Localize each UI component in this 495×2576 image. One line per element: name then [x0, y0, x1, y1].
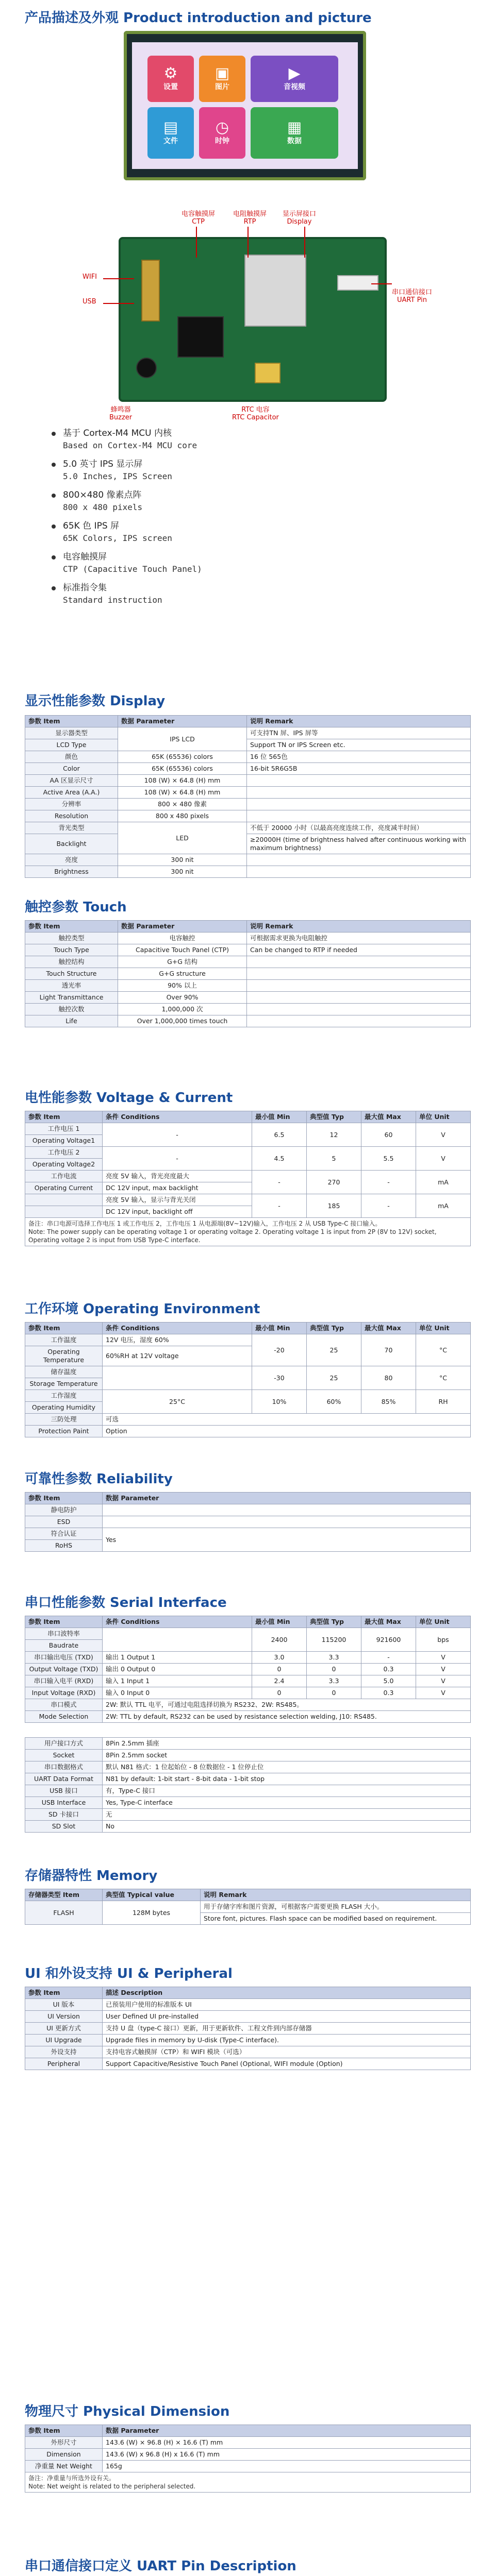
list-item: 标准指令集 Standard instruction — [52, 582, 443, 606]
chart-icon: ▦ — [287, 118, 302, 137]
table-row: UI 版本 已预装用户使用的标准版本 UI — [25, 1999, 471, 2011]
table-header: 参数 Item 数据 Parameter 说明 Remark — [25, 921, 471, 933]
tile-label: 设置 — [163, 83, 178, 91]
table-row: Baudrate — [25, 1640, 471, 1652]
table-row: Light Transmittance Over 90% — [25, 992, 471, 1004]
label-buzzer: 蜂鸣器 Buzzer — [109, 406, 133, 421]
table-row: Brightness 300 nit — [25, 866, 471, 878]
section-title-serial: 串口性能参数 Serial Interface — [25, 1595, 227, 1611]
table-row: Resolution 800 x 480 pixels — [25, 810, 471, 822]
label-rtc: RTC 电容 RTC Capacitor — [232, 406, 279, 421]
table-row: 分辨率 800 × 480 像素 — [25, 799, 471, 810]
section-title-reliability: 可靠性参数 Reliability — [25, 1471, 173, 1487]
tile-label: 数据 — [287, 137, 302, 145]
section-title-env: 工作环境 Operating Environment — [25, 1301, 260, 1317]
table-row: 用户接口方式 8Pin 2.5mm 插座 — [25, 1738, 471, 1750]
table-row: Dimension 143.6 (W) x 96.8 (H) x 16.6 (T) mm — [25, 2449, 471, 2461]
rtc-capacitor — [255, 363, 280, 383]
tile-files — [147, 107, 194, 159]
board-image — [0, 206, 495, 428]
list-item: 5.0 英寸 IPS 显示屏 5.0 Inches, IPS Screen — [52, 459, 443, 482]
pointer-line — [304, 227, 305, 258]
table-row: LCD Type Support TN or IPS Screen etc. — [25, 739, 471, 751]
label-wifi: WIFI — [82, 273, 97, 281]
section-title-touch: 触控参数 Touch — [25, 900, 127, 915]
label-ctp: 电容触摸屏 CTP — [182, 210, 216, 226]
section-title-dimension: 物理尺寸 Physical Dimension — [25, 2404, 230, 2419]
table-row: 串口输出电压 (TXD) 输出 1 Output 1 3.0 3.3 - V — [25, 1652, 471, 1664]
bullet-icon — [52, 432, 56, 436]
table-header: 存储器类型 Item 典型值 Typical value 说明 Remark — [25, 1889, 471, 1901]
table-header: 参数 Item 条件 Conditions 最小值 Min 典型值 Typ 最大值 Max 单位 Unit — [25, 1616, 471, 1628]
lcd-screen — [132, 42, 358, 169]
bullet-icon — [52, 524, 56, 529]
table-row: 三防处理 可选 — [25, 1414, 471, 1426]
file-icon: ▤ — [163, 118, 178, 137]
clock-icon: ◷ — [215, 118, 229, 137]
buzzer — [136, 358, 157, 378]
memory-table — [25, 1889, 471, 1925]
tile-pictures — [199, 56, 245, 102]
serial-table — [25, 1616, 471, 1723]
table-row: Operating Current DC 12V input, max backlight — [25, 1182, 471, 1194]
table-row: USB 接口 有，Type-C 接口 — [25, 1785, 471, 1797]
table-row: SD Slot No — [25, 1821, 471, 1833]
tile-data — [251, 107, 338, 159]
pointer-line — [248, 227, 249, 258]
table-row: 触控类型 电容触控 可根据需求更换为电阻触控 — [25, 933, 471, 944]
table-note: 备注：串口电源可选择工作电压 1 或工作电压 2，工作电压 1 从电源端(8V~12V)输入，工作电压 2 从 USB Type-C 接口输入。 Note: The power supply can be operating voltage 1 or operating voltage 2. Operating voltage 1 is input from 2P (8V to 12V) socket, Operating voltage 2 is input from USB Type-C interface. — [25, 1218, 471, 1246]
feature-list — [52, 428, 443, 613]
play-icon: ▶ — [288, 64, 301, 82]
tile-label: 音视频 — [284, 83, 305, 91]
table-row: Socket 8Pin 2.5mm socket — [25, 1750, 471, 1761]
serial-table-2 — [25, 1737, 471, 1833]
table-row: RoHS — [25, 1540, 471, 1552]
table-row: Input Voltage (RXD) 输入 0 Input 0 0 0 0.3 V — [25, 1687, 471, 1699]
table-row: 工作湿度 25°C 10% 60% 85% RH — [25, 1390, 471, 1402]
list-item: 65K 色 IPS 屏 65K Colors, IPS screen — [52, 520, 443, 544]
table-row: 储存温度 -30 25 80 °C — [25, 1366, 471, 1378]
table-header: 参数 Item 数据 Parameter — [25, 1493, 471, 1504]
table-row: 外形尺寸 143.6 (W) × 96.8 (H) × 16.6 (T) mm — [25, 2437, 471, 2449]
section-title-pins: 串口通信接口定义 UART Pin Description — [25, 2558, 296, 2574]
bullet-icon — [52, 494, 56, 498]
bullet-icon — [52, 463, 56, 467]
pointer-line — [103, 303, 134, 304]
section-title-display: 显示性能参数 Display — [25, 693, 166, 709]
list-item: 基于 Cortex-M4 MCU 内核 Based on Cortex-M4 MCU core — [52, 428, 443, 451]
table-row: Touch Type Capacitive Touch Panel (CTP) Can be changed to RTP if needed — [25, 944, 471, 956]
table-row: 串口波特率 2400 115200 921600 bps — [25, 1628, 471, 1640]
section-title-voltage: 电性能参数 Voltage & Current — [25, 1090, 233, 1106]
pointer-line — [196, 227, 197, 258]
table-header: 参数 Item 条件 Conditions 最小值 Min 典型值 Typ 最大值 Max 单位 Unit — [25, 1111, 471, 1123]
table-row: 串口输入电平 (RXD) 输入 1 Input 1 2.4 3.3 5.0 V — [25, 1675, 471, 1687]
bullet-icon — [52, 555, 56, 560]
table-row: Storage Temperature — [25, 1378, 471, 1390]
env-table — [25, 1322, 471, 1437]
table-row: 触控结构 G+G 结构 — [25, 956, 471, 968]
table-header: 参数 Item 数据 Parameter 说明 Remark — [25, 716, 471, 727]
table-row: Mode Selection 2W: TTL by default, RS232 can be used by resistance selection welding, J10: RS485. — [25, 1711, 471, 1723]
table-row: USB Interface Yes, Type-C interface — [25, 1797, 471, 1809]
table-header: 参数 Item 描述 Description — [25, 1987, 471, 1999]
label-uart: 串口通信接口 UART Pin — [392, 289, 433, 304]
dimension-table — [25, 2425, 471, 2493]
table-row: 背光类型 LED 不低于 20000 小时（以最高亮度连续工作，亮度减半时间） — [25, 822, 471, 834]
bullet-icon — [52, 586, 56, 590]
tile-label: 图片 — [215, 83, 229, 91]
table-row: 符合认证 Yes — [25, 1528, 471, 1540]
label-rtp: 电阻触摸屏 RTP — [233, 210, 267, 226]
table-header: 参数 Item 条件 Conditions 最小值 Min 典型值 Typ 最大值 Max 单位 Unit — [25, 1323, 471, 1334]
table-row: AA 区显示尺寸 108 (W) × 64.8 (H) mm — [25, 775, 471, 787]
table-row: 亮度 5V 输入，显示与背光关闭 - 185 - mA — [25, 1194, 471, 1206]
fpc-connector — [141, 260, 160, 321]
gear-icon: ⚙ — [163, 64, 178, 82]
table-row: Operating Temperature 60%RH at 12V voltage — [25, 1346, 471, 1366]
table-row: Touch Structure G+G structure — [25, 968, 471, 980]
table-row: FLASH 128M bytes 用于存储字库和图片资源，可根据客户需要更换 FLASH 大小。 — [25, 1901, 471, 1913]
section-title-memory: 存储器特性 Memory — [25, 1868, 158, 1884]
table-row: Operating Voltage1 — [25, 1135, 471, 1147]
pointer-line — [371, 283, 392, 284]
table-row: Color 65K (65536) colors 16-bit 5R6G5B — [25, 763, 471, 775]
voltage-table — [25, 1111, 471, 1246]
table-row: Protection Paint Option — [25, 1426, 471, 1437]
table-row: DC 12V input, backlight off — [25, 1206, 471, 1218]
table-row: 工作温度 12V 电压，湿度 60% -20 25 70 °C — [25, 1334, 471, 1346]
display-table — [25, 715, 471, 878]
table-row: 亮度 300 nit — [25, 854, 471, 866]
table-row: 串口模式 2W: 默认 TTL 电平，可通过电阻选择切换为 RS232、2W: RS485。 — [25, 1699, 471, 1711]
table-row: 外设支持 支持电容式触摸屏（CTP）和 WIFI 模块（可选） — [25, 2046, 471, 2058]
table-row: 工作电压 2 - 4.5 5 5.5 V — [25, 1147, 471, 1159]
pointer-line — [103, 278, 134, 279]
table-row: Peripheral Support Capacitive/Resistive Touch Panel (Optional, WIFI module (Option) — [25, 2058, 471, 2070]
label-usb: USB — [82, 298, 96, 306]
table-row: 透光率 90% 以上 — [25, 980, 471, 992]
pcb-board — [119, 237, 387, 402]
table-row: UART Data Format N81 by default: 1-bit start - 8-bit data - 1-bit stop — [25, 1773, 471, 1785]
ui-table — [25, 1987, 471, 2070]
table-row: UI Upgrade Upgrade files in memory by U-disk (Type-C interface). — [25, 2035, 471, 2046]
table-row: 触控次数 1,000,000 次 — [25, 1004, 471, 1015]
tile-label: 文件 — [163, 137, 178, 145]
list-item: 电容触摸屏 CTP (Capacitive Touch Panel) — [52, 551, 443, 575]
table-row: Store font, pictures. Flash space can be modified based on requirement. — [25, 1913, 471, 1925]
uart-connector — [337, 275, 378, 291]
table-row: 工作电压 1 - 6.5 12 60 V — [25, 1123, 471, 1135]
table-row: Active Area (A.A.) 108 (W) × 64.8 (H) mm — [25, 787, 471, 799]
mcu-chip — [177, 316, 224, 358]
table-row: Operating Humidity — [25, 1402, 471, 1414]
table-row: SD 卡接口 无 — [25, 1809, 471, 1821]
reliability-table — [25, 1492, 471, 1552]
section-title-ui: UI 和外设支持 UI & Peripheral — [25, 1966, 233, 1981]
table-row: Output Voltage (TXD) 输出 0 Output 0 0 0 0.3 V — [25, 1664, 471, 1675]
table-row: UI 更新方式 支持 U 盘（type-C 接口）更新，用于更新软件、工程文件到内部存储器 — [25, 2023, 471, 2035]
tile-settings — [147, 56, 194, 102]
label-display: 显示屏接口 Display — [283, 210, 317, 226]
picture-icon: ▣ — [214, 64, 230, 82]
list-item: 800×480 像素点阵 800 x 480 pixels — [52, 489, 443, 513]
table-row: 显示器类型 IPS LCD 可支持TN 屏、IPS 屏等 — [25, 727, 471, 739]
table-row: 工作电流 亮度 5V 输入，背光亮度最大 - 270 - mA — [25, 1171, 471, 1182]
tile-media — [251, 56, 338, 102]
table-row: 串口数据格式 默认 N81 格式：1 位起始位 - 8 位数据位 - 1 位停止位 — [25, 1761, 471, 1773]
touch-table — [25, 920, 471, 1027]
table-row: Operating Voltage2 — [25, 1159, 471, 1171]
table-row: ESD — [25, 1516, 471, 1528]
table-note: 备注：净重量与所选外设有关。 Note: Net weight is related to the peripheral selected. — [25, 2472, 471, 2493]
section-title-intro: 产品描述及外观 Product introduction and picture — [25, 10, 372, 26]
flash-chip — [244, 255, 306, 327]
table-row: 静电防护 — [25, 1504, 471, 1516]
table-row: Life Over 1,000,000 times touch — [25, 1015, 471, 1027]
hero-product-image — [113, 31, 382, 185]
table-row: 颜色 65K (65536) colors 16 位 565色 — [25, 751, 471, 763]
table-row: 净重量 Net Weight 165g — [25, 2461, 471, 2472]
table-header: 参数 Item 数据 Parameter — [25, 2425, 471, 2437]
table-row: Backlight ≥20000H (time of brightness halved after continuous working with maximum brightness) — [25, 834, 471, 854]
tile-clock — [199, 107, 245, 159]
tile-label: 时钟 — [215, 137, 229, 145]
table-row: UI Version User Defined UI pre-installed — [25, 2011, 471, 2023]
